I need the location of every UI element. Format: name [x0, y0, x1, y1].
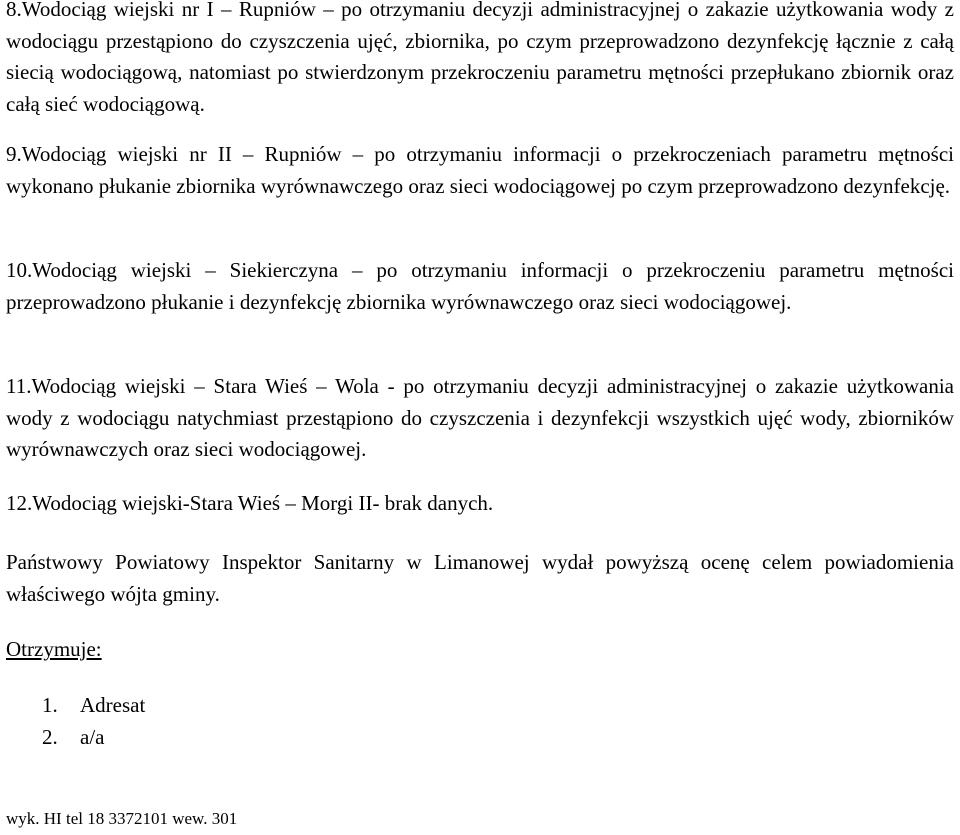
paragraph-9: 9.Wodociąg wiejski nr II – Rupniów – po otrzymaniu informacji o przekroczeniach parametru mętności wykonano płukanie zbiornika wyrównawczego oraz sieci wodociągowej po czym przeprowadzono dezynfekcję.: [6, 142, 954, 198]
list-item-number: 1.: [42, 693, 58, 717]
inspector-statement: Państwowy Powiatowy Inspektor Sanitarny w Limanowej wydał powyższą ocenę celem powiadomienia właściwego wójta gminy.: [6, 550, 954, 606]
paragraph-11: 11.Wodociąg wiejski – Stara Wieś – Wola - po otrzymaniu decyzji administracyjnej o zakazie użytkowania wody z wodociągu natychmiast przestąpiono do czyszczenia i dezynfekcji wszystkich ujęć wody, zbiorników wyrównawczych oraz sieci wodociągowej.: [6, 374, 954, 461]
list-item: [6, 722, 145, 754]
paragraph-12: 12.Wodociąg wiejski-Stara Wieś – Morgi II- brak danych.: [6, 491, 494, 515]
footer-note: wyk. HI tel 18 3372101 wew. 301: [6, 809, 238, 828]
list-item: [6, 690, 145, 722]
list-item-number: 2.: [42, 724, 58, 749]
paragraph-8: 8.Wodociąg wiejski nr I – Rupniów – po otrzymaniu decyzji administracyjnej o zakazie użytkowania wody z wodociągu przestąpiono do czyszczenia ujęć, zbiornika, po czym przeprowadzono dezynfekcję łącznie z całą siecią wodociągową, natomiast po stwierdzonym przekroczeniu parametru mętności przepłukano zbiornik oraz całą sieć wodociągową.: [6, 0, 954, 116]
recipients-list: [6, 690, 145, 753]
list-item-label: a/a: [80, 724, 105, 749]
paragraph-10: 10.Wodociąg wiejski – Siekierczyna – po otrzymaniu informacji o przekroczeniu parametru mętności przeprowadzono płukanie i dezynfekcję zbiornika wyrównawczego oraz sieci wodociągowej.: [6, 258, 954, 314]
recipients-heading: Otrzymuje:: [6, 637, 102, 661]
list-item-label: Adresat: [80, 693, 146, 717]
